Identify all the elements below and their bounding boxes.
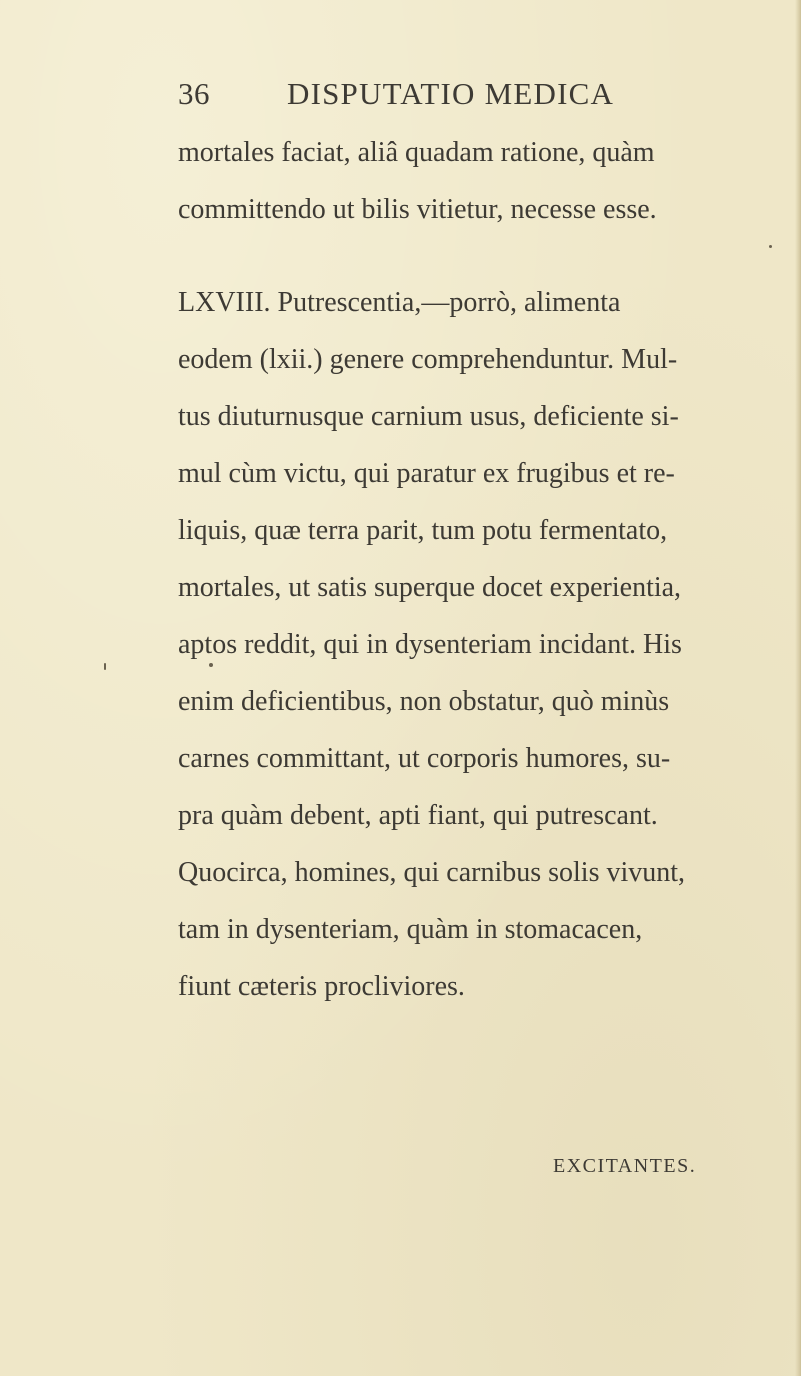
text-line: LXVIII. Putrescentia,—porrò, alimenta xyxy=(178,287,621,318)
text-line: Quocirca, homines, qui carnibus solis vivunt, xyxy=(178,857,686,888)
page-edge xyxy=(795,0,801,1376)
text-line: committendo ut bilis vitietur, necesse esse. xyxy=(178,194,657,225)
text-line: liquis, quæ terra parit, tum potu fermentato, xyxy=(178,515,668,546)
text-line: mul cùm victu, qui paratur ex frugibus et re- xyxy=(178,458,675,489)
page-number: 36 xyxy=(178,76,210,111)
text-line: carnes committant, ut corporis humores, su- xyxy=(178,743,671,774)
text-line: pra quàm debent, apti fiant, qui putrescant. xyxy=(178,800,658,831)
text-line: tus diuturnusque carnium usus, deficiente si- xyxy=(178,401,679,432)
ink-speck xyxy=(209,663,213,667)
text-line: tam in dysenteriam, quàm in stomacacen, xyxy=(178,914,643,945)
text-line: mortales faciat, aliâ quadam ratione, quàm xyxy=(178,137,655,168)
text-line: aptos reddit, qui in dysenteriam incidant. His xyxy=(178,629,682,660)
catchword: EXCITANTES. xyxy=(553,1155,697,1177)
ink-speck xyxy=(104,663,106,670)
ink-speck xyxy=(769,245,772,248)
text-line: eodem (lxii.) genere comprehenduntur. Mul- xyxy=(178,344,678,375)
text-line: fiunt cæteris procliviores. xyxy=(178,971,465,1002)
text-line: enim deficientibus, non obstatur, quò minùs xyxy=(178,686,670,717)
text-line: mortales, ut satis superque docet experientia, xyxy=(178,572,682,603)
running-head: DISPUTATIO MEDICA xyxy=(287,76,615,111)
